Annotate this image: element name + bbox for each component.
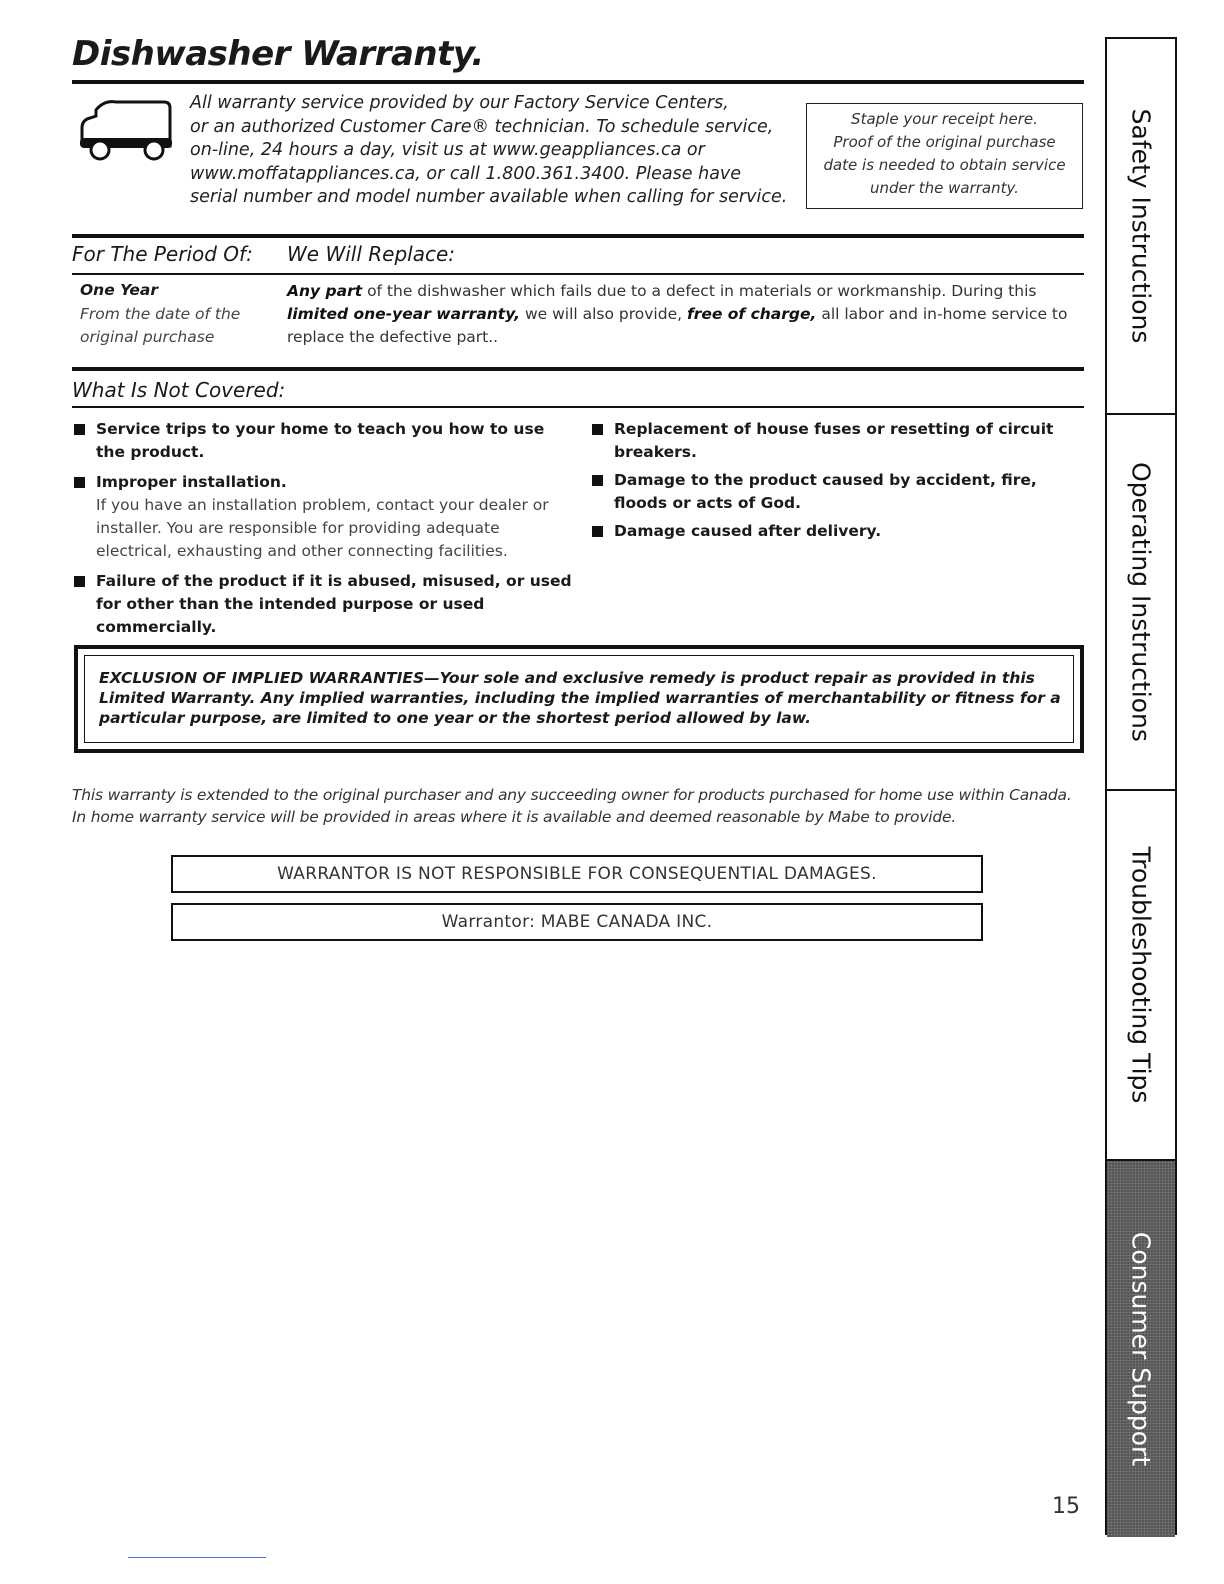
not-covered-right-list xyxy=(592,418,1082,543)
not-covered-heading: What Is Not Covered: xyxy=(72,378,286,402)
list-item-detail: If you have an installation problem, contact your dealer or installer. You are responsible for providing adequate electrical, exhausting and other connecting facilities. xyxy=(96,496,549,560)
list-item: Damage caused after delivery. xyxy=(592,520,1082,543)
side-section-nav xyxy=(1105,37,1177,1535)
free-of-charge-emphasis: free of charge, xyxy=(686,305,817,323)
exclusion-box xyxy=(74,645,1084,753)
list-item: Replacement of house fuses or resetting of circuit breakers. xyxy=(592,418,1082,464)
limited-warranty-emphasis: limited one-year warranty, xyxy=(287,305,521,323)
replace-column-heading: We Will Replace: xyxy=(287,242,455,266)
period-desc-line: From the date of the xyxy=(80,305,241,323)
extension-note-line: This warranty is extended to the original purchaser and any succeeding owner for products purchased for home use within Canada. xyxy=(72,786,1072,804)
period-description xyxy=(80,303,240,349)
table-header-rule xyxy=(72,273,1084,275)
tab-safety-instructions[interactable] xyxy=(1107,39,1175,415)
receipt-box xyxy=(806,103,1083,209)
warrantor-notice: Warrantor: MABE CANADA INC. xyxy=(171,903,983,941)
tab-label: Troubleshooting Tips xyxy=(1126,846,1156,1104)
page-title: Dishwasher Warranty. xyxy=(72,34,484,74)
service-line: www.moffatappliances.ca, or call 1.800.361.3400. Please have xyxy=(190,163,742,184)
tab-consumer-support[interactable] xyxy=(1107,1161,1175,1537)
replace-text-segment: we will also provide, xyxy=(520,305,687,323)
replace-text-segment: of the dishwasher which fails due to a defect in materials or workmanship. During this xyxy=(362,282,1037,300)
tab-label: Consumer Support xyxy=(1126,1231,1156,1467)
bottom-rule xyxy=(128,1557,266,1558)
not-covered-underline xyxy=(72,406,1084,408)
replace-description xyxy=(287,280,1077,349)
period-desc-line: original purchase xyxy=(80,328,215,346)
period-value: One Year xyxy=(80,281,158,299)
service-line: or an authorized Customer Care® technician. To schedule service, xyxy=(190,116,774,137)
tab-troubleshooting-tips[interactable] xyxy=(1107,791,1175,1161)
list-item: Service trips to your home to teach you how to use the product. xyxy=(74,418,574,464)
receipt-line: under the warranty. xyxy=(870,179,1019,197)
receipt-line: Proof of the original purchase xyxy=(833,133,1056,151)
table-top-rule xyxy=(72,234,1084,238)
replace-text-segment: all labor and in-home service to replace the defective part.. xyxy=(287,305,1068,346)
tab-label: Operating Instructions xyxy=(1126,462,1156,742)
list-item: Failure of the product if it is abused, misused, or used for other than the intended purpose or used commercially. xyxy=(74,570,574,639)
receipt-line: date is needed to obtain service xyxy=(823,156,1066,174)
extension-note-line: In home warranty service will be provided in areas where it is available and deemed reasonable by Mabe to provide. xyxy=(72,808,957,826)
list-item: Damage to the product caused by accident, fire, floods or acts of God. xyxy=(592,469,1082,515)
service-van-icon xyxy=(76,94,176,164)
exclusion-text: EXCLUSION OF IMPLIED WARRANTIES—Your sole and exclusive remedy is product repair as provided in this Limited Warranty. Any implied warranties, including the implied warranties of merchantability or fitness for a particular purpose, are limited to one year or the shortest period allowed by law. xyxy=(84,655,1074,743)
service-info xyxy=(190,92,790,210)
not-covered-rule xyxy=(72,367,1084,371)
any-part-emphasis: Any part xyxy=(287,282,363,300)
period-column-heading: For The Period Of: xyxy=(72,242,253,266)
extension-note xyxy=(72,784,1092,828)
service-line: All warranty service provided by our Factory Service Centers, xyxy=(190,93,729,113)
not-covered-left-list xyxy=(74,418,574,639)
tab-operating-instructions[interactable] xyxy=(1107,415,1175,791)
list-item: Improper installation. xyxy=(74,471,574,494)
tab-label: Safety Instructions xyxy=(1126,108,1156,344)
service-line: serial number and model number available when calling for service. xyxy=(190,187,788,207)
page-number: 15 xyxy=(1052,1494,1080,1519)
title-divider xyxy=(72,80,1084,84)
service-line: on-line, 24 hours a day, visit us at www.geappliances.ca or xyxy=(190,140,705,160)
receipt-line: Staple your receipt here. xyxy=(851,110,1038,128)
consequential-damages-notice: WARRANTOR IS NOT RESPONSIBLE FOR CONSEQUENTIAL DAMAGES. xyxy=(171,855,983,893)
